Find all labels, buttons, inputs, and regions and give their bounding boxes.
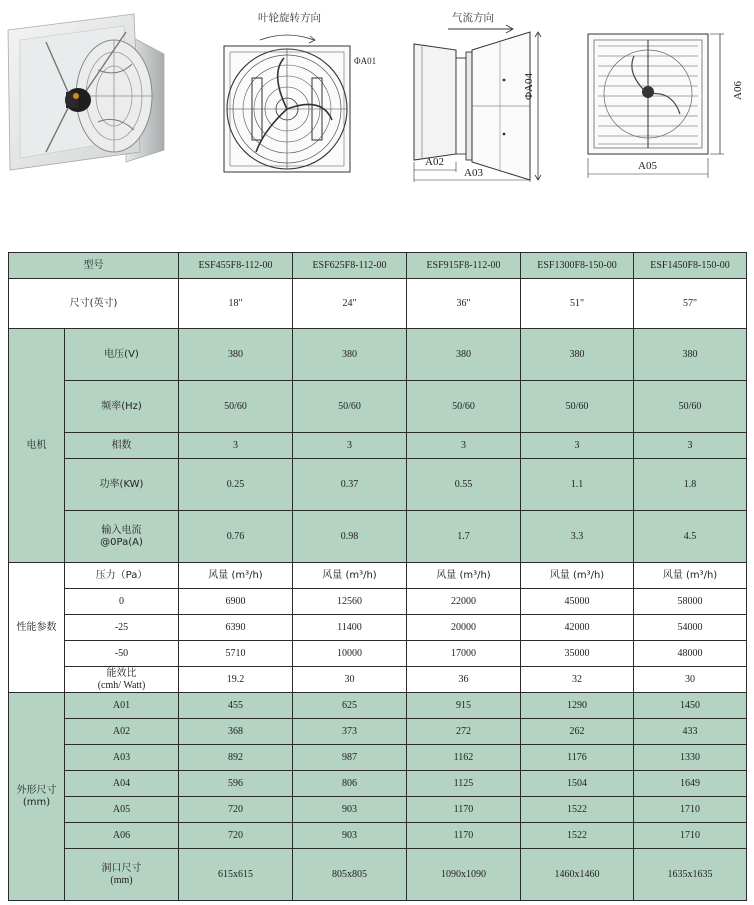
perf-value: 22000 (407, 589, 521, 615)
dimension-row (9, 719, 747, 745)
motor-value: 50/60 (634, 381, 747, 433)
motor-row (9, 329, 747, 381)
dim-group-label: 外形尺寸 (mm) (9, 693, 65, 901)
motor-value: 50/60 (179, 381, 293, 433)
perf-value: 36 (407, 667, 521, 693)
pressure-label: 压力（Pa） (65, 563, 179, 589)
dim-param-label: A02 (65, 719, 179, 745)
motor-value: 0.98 (293, 511, 407, 563)
dimension-row (9, 849, 747, 901)
model-name: ESF915F8-112-00 (407, 253, 521, 279)
perf-param-label: 能效比 (cmh/ Watt) (65, 667, 179, 693)
perf-value: 11400 (293, 615, 407, 641)
size-value: 51" (521, 279, 634, 329)
motor-value: 380 (521, 329, 634, 381)
airflow-header: 风量 (m³/h) (521, 563, 634, 589)
motor-value: 3 (407, 433, 521, 459)
dim-value: 805x805 (293, 849, 407, 901)
perf-value: 6390 (179, 615, 293, 641)
perf-value: 12560 (293, 589, 407, 615)
spec-table (8, 252, 747, 901)
dim-value: 1162 (407, 745, 521, 771)
perf-value: 19.2 (179, 667, 293, 693)
perf-value: 20000 (407, 615, 521, 641)
dim-value: 455 (179, 693, 293, 719)
dim-value: 987 (293, 745, 407, 771)
product-drawings (0, 0, 754, 250)
fan-product-photo (6, 12, 166, 177)
dimension-row (9, 745, 747, 771)
perf-row (9, 667, 747, 693)
dim-param-label: A03 (65, 745, 179, 771)
dim-value: 615x615 (179, 849, 293, 901)
dim-value: 1450 (634, 693, 747, 719)
dim-a02-label: A02 (425, 156, 444, 168)
dim-value: 596 (179, 771, 293, 797)
motor-value: 380 (293, 329, 407, 381)
dim-param-label: A06 (65, 823, 179, 849)
dim-value: 1125 (407, 771, 521, 797)
pressure-header-row (9, 563, 747, 589)
motor-value: 380 (179, 329, 293, 381)
perf-value: 6900 (179, 589, 293, 615)
size-row (9, 279, 747, 329)
perf-group-label: 性能参数 (9, 563, 65, 693)
airflow-header: 风量 (m³/h) (179, 563, 293, 589)
motor-value: 0.37 (293, 459, 407, 511)
dim-value: 272 (407, 719, 521, 745)
dim-value: 625 (293, 693, 407, 719)
model-name: ESF1300F8-150-00 (521, 253, 634, 279)
dimension-row (9, 771, 747, 797)
motor-group-label: 电机 (9, 329, 65, 563)
dim-value: 806 (293, 771, 407, 797)
dim-param-label: A05 (65, 797, 179, 823)
dim-value: 1522 (521, 797, 634, 823)
motor-value: 3.3 (521, 511, 634, 563)
perf-value: 32 (521, 667, 634, 693)
dim-a03-label: A03 (464, 167, 483, 179)
perf-value: 45000 (521, 589, 634, 615)
perf-value: 54000 (634, 615, 747, 641)
motor-row (9, 381, 747, 433)
motor-value: 380 (407, 329, 521, 381)
dim-value: 368 (179, 719, 293, 745)
dim-a05-label: A05 (638, 160, 657, 172)
airflow-arrow-icon (446, 24, 516, 34)
size-label: 尺寸(英寸) (9, 279, 179, 329)
motor-value: 3 (521, 433, 634, 459)
motor-row (9, 459, 747, 511)
perf-row (9, 615, 747, 641)
airflow-header: 风量 (m³/h) (407, 563, 521, 589)
motor-value: 0.25 (179, 459, 293, 511)
motor-value: 50/60 (293, 381, 407, 433)
airflow-header: 风量 (m³/h) (634, 563, 747, 589)
motor-param-label: 输入电流 @0Pa(A) (65, 511, 179, 563)
dim-value: 1170 (407, 797, 521, 823)
motor-value: 1.8 (634, 459, 747, 511)
perf-value: 42000 (521, 615, 634, 641)
motor-value: 4.5 (634, 511, 747, 563)
perf-value: 17000 (407, 641, 521, 667)
dim-value: 1460x1460 (521, 849, 634, 901)
header-model-row (9, 253, 747, 279)
perf-row (9, 641, 747, 667)
motor-param-label: 相数 (65, 433, 179, 459)
dim-value: 915 (407, 693, 521, 719)
motor-value: 1.1 (521, 459, 634, 511)
dim-value: 1522 (521, 823, 634, 849)
dim-value: 1170 (407, 823, 521, 849)
size-value: 18" (179, 279, 293, 329)
front-view-drawing (222, 34, 352, 174)
airflow-header: 风量 (m³/h) (293, 563, 407, 589)
dim-a06-label: A06 (732, 81, 744, 100)
dim-a04-label: ΦA04 (523, 73, 535, 100)
dim-value: 373 (293, 719, 407, 745)
dimension-row (9, 797, 747, 823)
motor-param-label: 功率(KW) (65, 459, 179, 511)
motor-value: 1.7 (407, 511, 521, 563)
size-value: 36" (407, 279, 521, 329)
model-name: ESF455F8-112-00 (179, 253, 293, 279)
dim-param-label: 洞口尺寸 (mm) (65, 849, 179, 901)
dim-value: 720 (179, 797, 293, 823)
motor-value: 50/60 (521, 381, 634, 433)
rear-view-drawing (586, 30, 746, 180)
motor-row (9, 433, 747, 459)
dimension-row (9, 693, 747, 719)
motor-value: 50/60 (407, 381, 521, 433)
perf-value: 58000 (634, 589, 747, 615)
dim-param-label: A01 (65, 693, 179, 719)
model-name: ESF1450F8-150-00 (634, 253, 747, 279)
motor-param-label: 频率(Hz) (65, 381, 179, 433)
motor-param-label: 电压(V) (65, 329, 179, 381)
perf-value: 30 (634, 667, 747, 693)
perf-value: 5710 (179, 641, 293, 667)
perf-param-label: -50 (65, 641, 179, 667)
motor-value: 0.76 (179, 511, 293, 563)
dim-value: 1176 (521, 745, 634, 771)
dim-value: 903 (293, 823, 407, 849)
motor-value: 3 (634, 433, 747, 459)
perf-value: 10000 (293, 641, 407, 667)
dim-a01-label: ΦA01 (354, 56, 377, 66)
motor-value: 380 (634, 329, 747, 381)
dim-value: 1330 (634, 745, 747, 771)
model-name: ESF625F8-112-00 (293, 253, 407, 279)
size-value: 57" (634, 279, 747, 329)
dim-value: 1090x1090 (407, 849, 521, 901)
dim-value: 262 (521, 719, 634, 745)
motor-value: 0.55 (407, 459, 521, 511)
perf-param-label: -25 (65, 615, 179, 641)
perf-value: 35000 (521, 641, 634, 667)
motor-row (9, 511, 747, 563)
perf-param-label: 0 (65, 589, 179, 615)
dim-value: 720 (179, 823, 293, 849)
motor-value: 3 (179, 433, 293, 459)
dim-param-label: A04 (65, 771, 179, 797)
perf-value: 30 (293, 667, 407, 693)
dim-value: 433 (634, 719, 747, 745)
dim-value: 1710 (634, 797, 747, 823)
airflow-direction-label: 气流方向 (452, 12, 494, 24)
dim-value: 1635x1635 (634, 849, 747, 901)
model-label: 型号 (9, 253, 179, 279)
impeller-direction-label: 叶轮旋转方向 (258, 12, 321, 24)
dim-value: 1290 (521, 693, 634, 719)
dim-value: 892 (179, 745, 293, 771)
motor-value: 3 (293, 433, 407, 459)
perf-row (9, 589, 747, 615)
dim-value: 1710 (634, 823, 747, 849)
dim-value: 903 (293, 797, 407, 823)
dimension-row (9, 823, 747, 849)
perf-value: 48000 (634, 641, 747, 667)
size-value: 24" (293, 279, 407, 329)
dim-value: 1649 (634, 771, 747, 797)
dim-value: 1504 (521, 771, 634, 797)
